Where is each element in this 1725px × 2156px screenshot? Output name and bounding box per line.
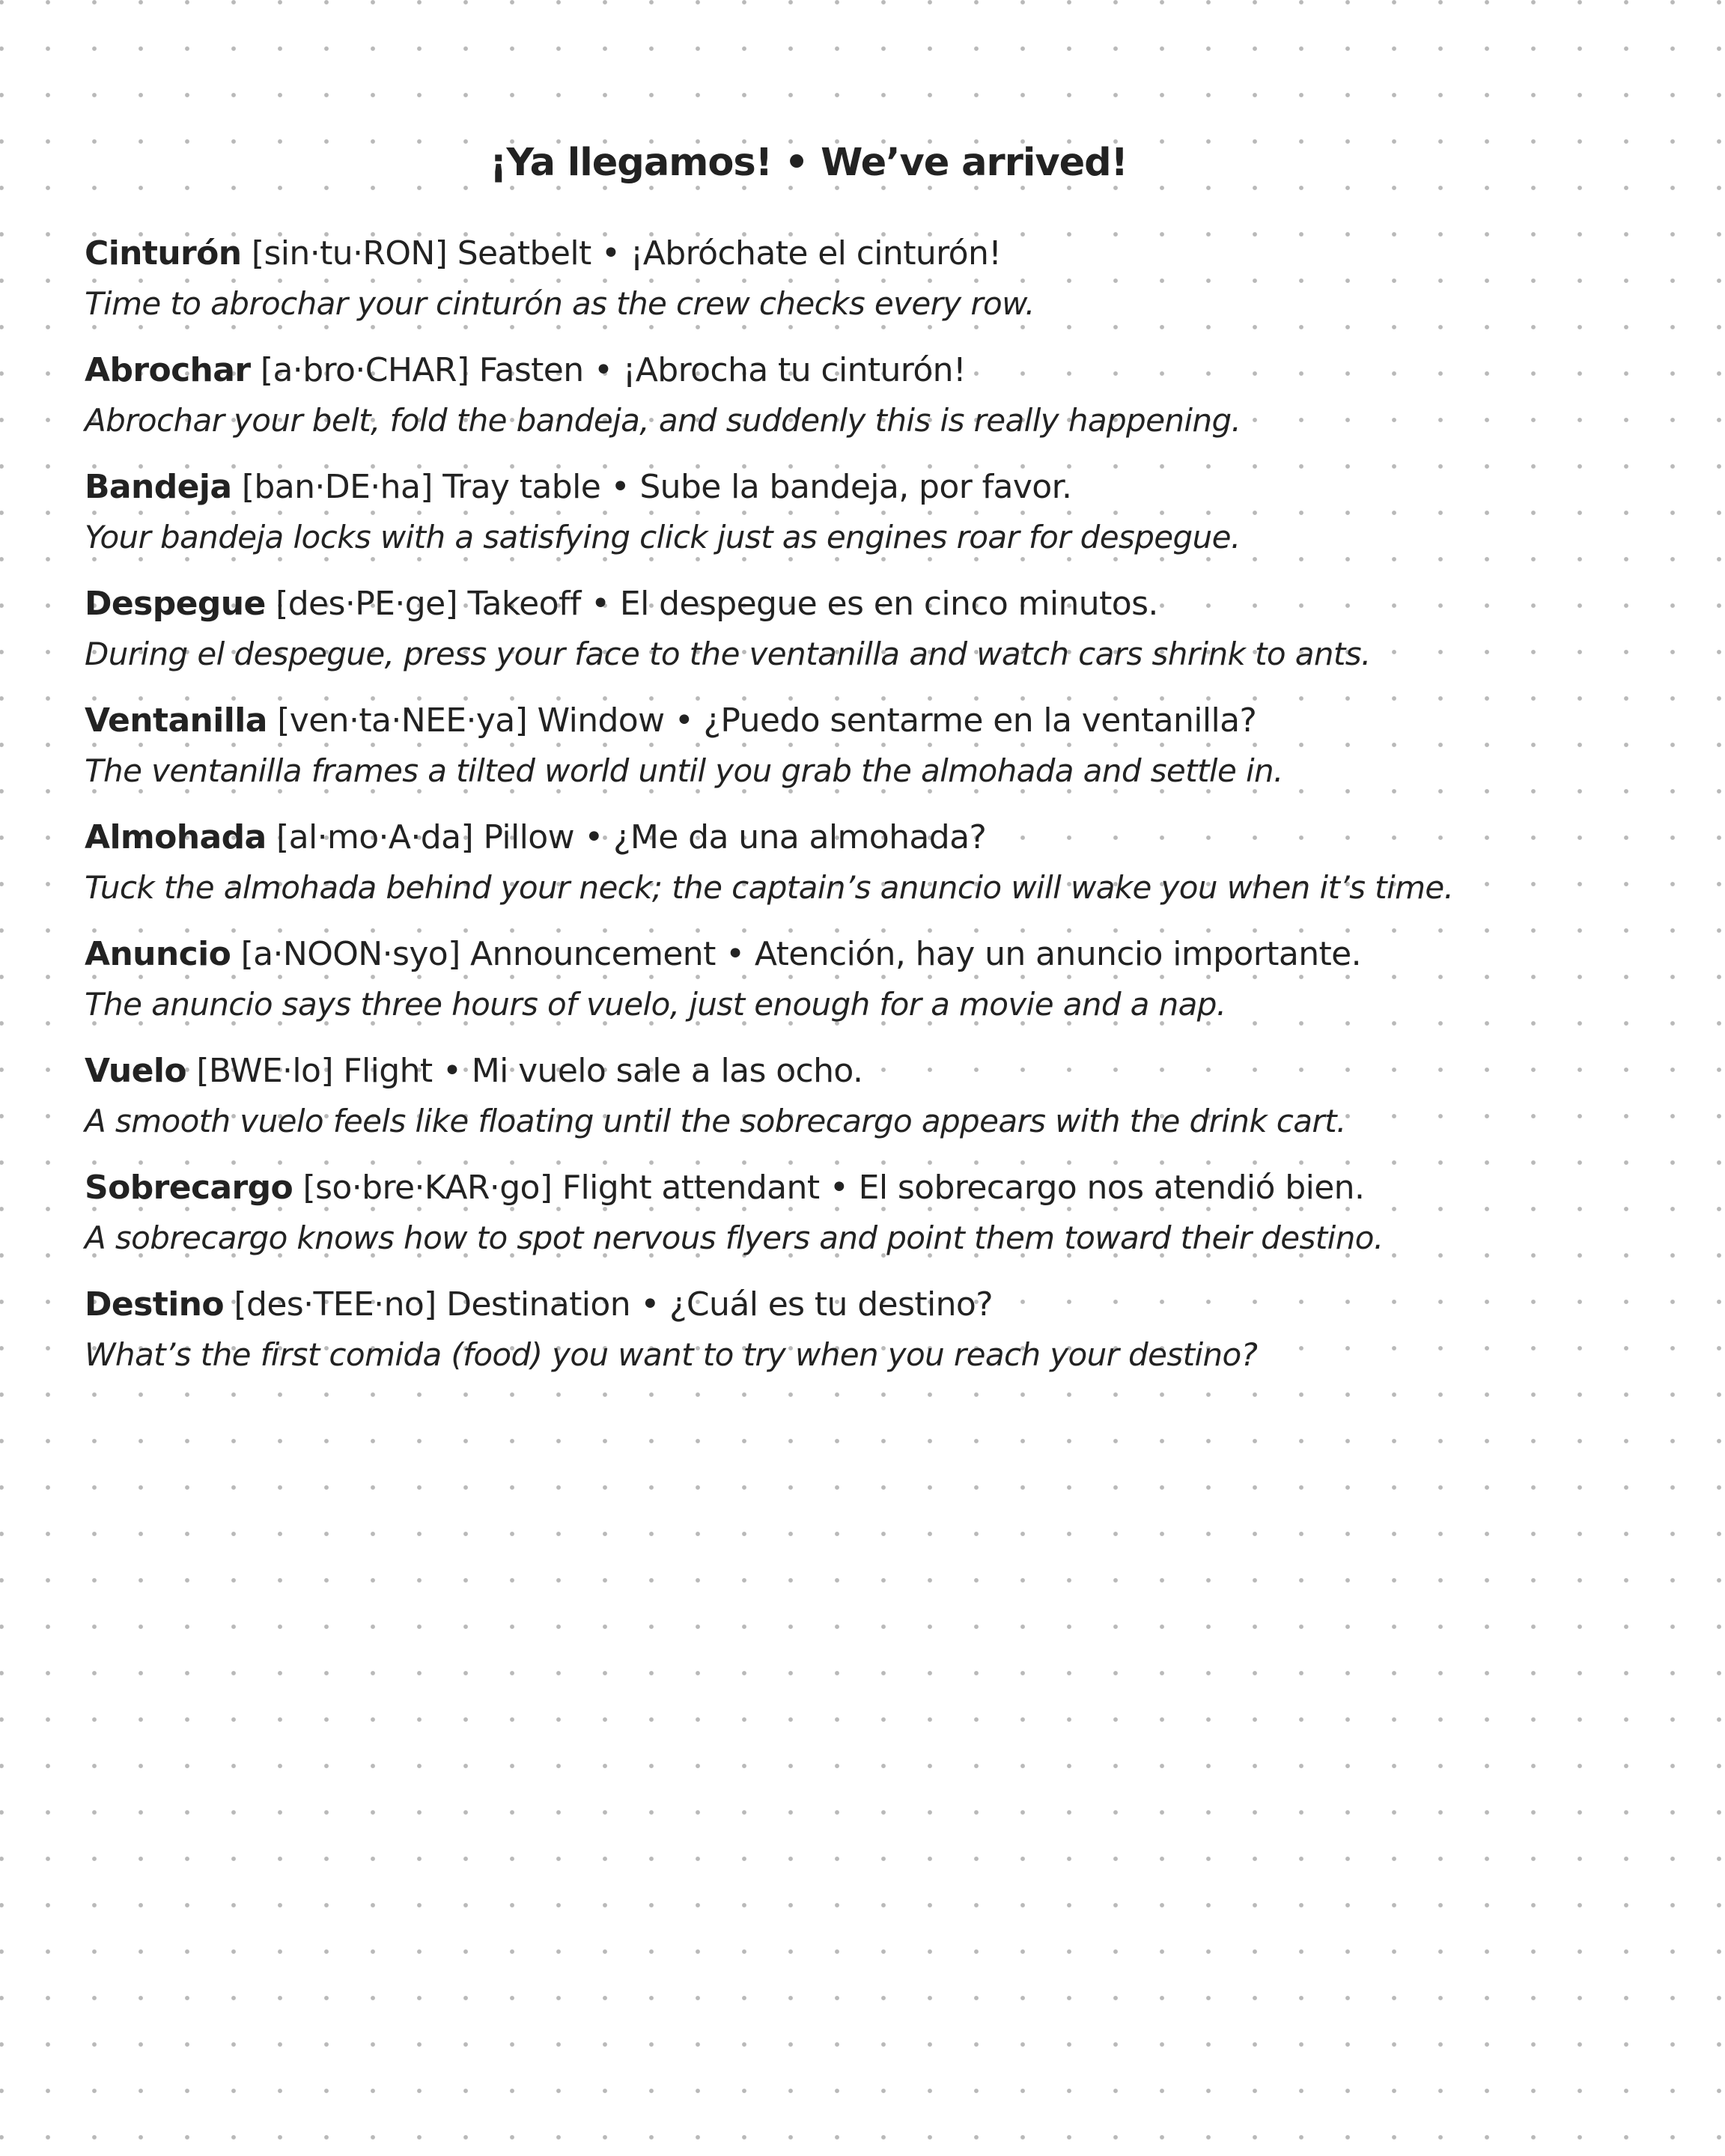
entry-phrase: ¡Abrocha tu cinturón!: [622, 351, 966, 389]
entry-pronunciation: [ven·ta·NEE·ya]: [277, 701, 528, 740]
entry-word: Despegue: [85, 585, 266, 623]
entry-pronunciation: [ban·DE·ha]: [241, 468, 433, 506]
entry-pronunciation: [a·bro·CHAR]: [260, 351, 469, 389]
entry-meaning: Seatbelt: [457, 234, 591, 272]
entry-word: Destino: [85, 1285, 225, 1324]
entry-example: The anuncio says three hours of vuelo, just enough for a movie and a nap.: [85, 986, 1226, 1023]
entry-example: What’s the first comida (food) you want to try when you reach your destino?: [85, 1336, 1258, 1373]
entry-headline: Ventanilla [ven·ta·NEE·ya] Window • ¿Puedo sentarme en la ventanilla?: [85, 701, 1257, 740]
entry-phrase: Mi vuelo sale a las ocho.: [471, 1052, 863, 1090]
entry-phrase: El sobrecargo nos atendió bien.: [858, 1169, 1365, 1207]
entry-example: Abrochar your belt, fold the bandeja, and suddenly this is really happening.: [85, 402, 1241, 439]
entry-example: Time to abrochar your cinturón as the crew checks every row.: [85, 285, 1035, 322]
entry-pronunciation: [BWE·lo]: [196, 1052, 333, 1090]
entry-headline: Almohada [al·mo·A·da] Pillow • ¿Me da una almohada?: [85, 818, 987, 856]
entry-headline: Destino [des·TEE·no] Destination • ¿Cuál es tu destino?: [85, 1285, 993, 1324]
entry-headline: Abrochar [a·bro·CHAR] Fasten • ¡Abrocha tu cinturón!: [85, 351, 966, 389]
entry-word: Ventanilla: [85, 701, 267, 740]
entry-phrase: ¿Cuál es tu destino?: [669, 1285, 993, 1324]
entry-pronunciation: [so·bre·KAR·go]: [302, 1169, 553, 1207]
vocab-entry-despegue: [85, 579, 1672, 695]
entry-headline: Cinturón [sin·tu·RON] Seatbelt • ¡Abróchate el cinturón!: [85, 234, 1002, 272]
entry-pronunciation: [des·PE·ge]: [276, 585, 458, 623]
vocab-entry-ventanilla: [85, 695, 1672, 812]
vocab-entry-vuelo: [85, 1046, 1672, 1163]
entry-example: The ventanilla frames a tilted world until you grab the almohada and settle in.: [85, 752, 1283, 789]
entry-pronunciation: [des·TEE·no]: [234, 1285, 436, 1324]
vocab-entry-almohada: [85, 812, 1672, 929]
entry-meaning: Takeoff: [467, 585, 581, 623]
entry-word: Cinturón: [85, 234, 242, 272]
entry-meaning: Flight: [343, 1052, 433, 1090]
entry-phrase: ¿Puedo sentarme en la ventanilla?: [703, 701, 1257, 740]
vocab-entry-destino: [85, 1279, 1672, 1396]
page-title: ¡Ya llegamos! • We’ve arrived!: [490, 141, 1128, 185]
entry-word: Anuncio: [85, 935, 231, 973]
entry-example: Your bandeja locks with a satisfying click just as engines roar for despegue.: [85, 519, 1241, 555]
entry-phrase: Atención, hay un anuncio importante.: [754, 935, 1362, 973]
vocab-entry-sobrecargo: [85, 1163, 1672, 1279]
entry-word: Vuelo: [85, 1052, 186, 1090]
vocab-entry-cinturon: [85, 228, 1672, 345]
entry-meaning: Window: [537, 701, 665, 740]
entry-meaning: Destination: [446, 1285, 631, 1324]
entry-word: Almohada: [85, 818, 267, 856]
entry-meaning: Fasten: [478, 351, 584, 389]
entry-meaning: Tray table: [442, 468, 601, 506]
entry-meaning: Flight attendant: [562, 1169, 820, 1207]
entry-phrase: ¡Abróchate el cinturón!: [630, 234, 1002, 272]
vocab-entry-anuncio: [85, 929, 1672, 1046]
entry-example: Tuck the almohada behind your neck; the captain’s anuncio will wake you when it’s time.: [85, 869, 1454, 906]
entry-pronunciation: [a·NOON·syo]: [240, 935, 460, 973]
entry-headline: Despegue [des·PE·ge] Takeoff • El despegue es en cinco minutos.: [85, 585, 1158, 623]
entry-headline: Anuncio [a·NOON·syo] Announcement • Atención, hay un anuncio importante.: [85, 935, 1362, 973]
entry-phrase: ¿Me da una almohada?: [613, 818, 987, 856]
entry-headline: Sobrecargo [so·bre·KAR·go] Flight attendant • El sobrecargo nos atendió bien.: [85, 1169, 1365, 1207]
entry-meaning: Announcement: [470, 935, 716, 973]
entry-example: A smooth vuelo feels like floating until the sobrecargo appears with the drink cart.: [85, 1103, 1346, 1139]
entry-word: Abrochar: [85, 351, 251, 389]
vocab-entry-bandeja: [85, 462, 1672, 579]
entry-example: During el despegue, press your face to the ventanilla and watch cars shrink to ants.: [85, 636, 1371, 672]
entry-headline: Vuelo [BWE·lo] Flight • Mi vuelo sale a las ocho.: [85, 1052, 863, 1090]
vocab-entry-abrochar: [85, 345, 1672, 462]
entry-meaning: Pillow: [483, 818, 575, 856]
entry-pronunciation: [al·mo·A·da]: [276, 818, 474, 856]
entry-phrase: El despegue es en cinco minutos.: [619, 585, 1158, 623]
entry-pronunciation: [sin·tu·RON]: [251, 234, 448, 272]
entry-phrase: Sube la bandeja, por favor.: [639, 468, 1072, 506]
entry-word: Bandeja: [85, 468, 232, 506]
entry-example: A sobrecargo knows how to spot nervous flyers and point them toward their destino.: [85, 1219, 1384, 1256]
vocabulary-list: [85, 228, 1672, 1396]
entry-word: Sobrecargo: [85, 1169, 293, 1207]
entry-headline: Bandeja [ban·DE·ha] Tray table • Sube la bandeja, por favor.: [85, 468, 1072, 506]
